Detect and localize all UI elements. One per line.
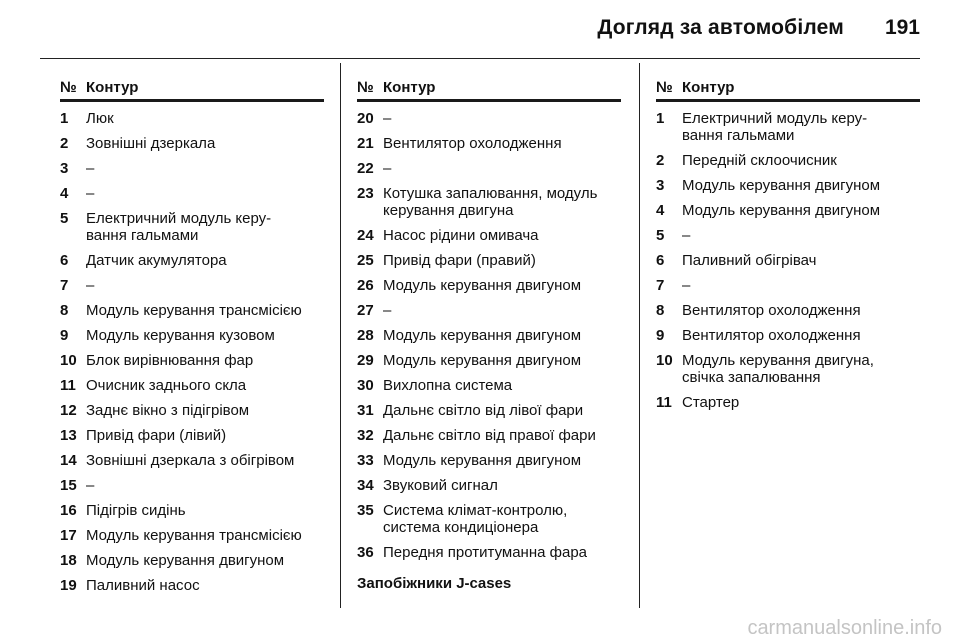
table-row: [60, 477, 324, 494]
circuit-name: Вихлопна система: [383, 377, 513, 394]
fuse-number: 7: [60, 277, 69, 294]
page-title: Догляд за автомобілем: [597, 16, 844, 39]
circuit-name: –: [383, 110, 392, 127]
circuit-name: –: [86, 185, 95, 202]
table-row: [60, 110, 324, 127]
fuse-number: 28: [357, 327, 374, 344]
fuse-number: 6: [60, 252, 69, 269]
fuse-number: 33: [357, 452, 374, 469]
table-row: [60, 352, 324, 369]
fuse-number: 32: [357, 427, 374, 444]
circuit-name: –: [86, 160, 95, 177]
fuse-number: 35: [357, 502, 374, 519]
fuse-number: 3: [60, 160, 69, 177]
table-row: [357, 544, 621, 561]
watermark: carmanualsonline.info: [747, 617, 942, 639]
circuit-name: Дальнє світло від правої фари: [383, 427, 596, 444]
table-row: [357, 502, 621, 536]
circuit-name: Модуль керування трансмісією: [86, 527, 302, 544]
circuit-name: Модуль керування двигуном: [383, 452, 582, 469]
circuit-name: Передній склоочисник: [682, 152, 837, 169]
table-row: [357, 452, 621, 469]
fuse-number: 5: [656, 227, 665, 244]
circuit-name: Насос рідини омивача: [383, 227, 539, 244]
fuse-number: 8: [656, 302, 665, 319]
table-row: [357, 227, 621, 244]
header-number-label: №: [60, 79, 77, 96]
table-row: [60, 185, 324, 202]
table-row: [60, 402, 324, 419]
fuse-number: 15: [60, 477, 77, 494]
table-row: [357, 377, 621, 394]
table-row: [656, 277, 920, 294]
table-row: [60, 527, 324, 544]
fuse-number: 4: [60, 185, 69, 202]
page-number: 191: [884, 16, 920, 39]
section-heading: Запобіжники J-cases: [357, 575, 512, 592]
circuit-name: Модуль керування кузовом: [86, 327, 275, 344]
fuse-number: 10: [656, 352, 673, 369]
fuse-number: 17: [60, 527, 77, 544]
circuit-name: Система клімат-контролю, система кондиціонера: [383, 502, 568, 536]
circuit-name: Модуль керування двигуном: [682, 202, 881, 219]
table-row: [357, 277, 621, 294]
fuse-number: 36: [357, 544, 374, 561]
table-row: [357, 352, 621, 369]
table-row: [60, 502, 324, 519]
circuit-name: Модуль керування двигуном: [383, 277, 582, 294]
table-row: [656, 394, 920, 411]
fuse-number: 26: [357, 277, 374, 294]
fuse-table-column-1: [60, 79, 324, 602]
table-header: [357, 79, 621, 102]
fuse-number: 3: [656, 177, 665, 194]
fuse-number: 4: [656, 202, 665, 219]
circuit-name: Модуль керування двигуна, свічка запалювання: [682, 352, 874, 386]
page-header: [40, 0, 920, 59]
header-number-label: №: [357, 79, 374, 96]
table-row: [357, 160, 621, 177]
circuit-name: Стартер: [682, 394, 740, 411]
table-row: [357, 302, 621, 319]
table-header: [656, 79, 920, 102]
fuse-number: 1: [656, 110, 665, 127]
fuse-number: 12: [60, 402, 77, 419]
table-row: [656, 110, 920, 144]
circuit-name: Люк: [86, 110, 114, 127]
fuse-number: 23: [357, 185, 374, 202]
table-row: [656, 152, 920, 169]
table-row: [60, 210, 324, 244]
table-row: [656, 302, 920, 319]
table-row: [656, 252, 920, 269]
fuse-number: 6: [656, 252, 665, 269]
circuit-name: Модуль керування двигуном: [86, 552, 285, 569]
table-row: [60, 552, 324, 569]
fuse-number: 2: [656, 152, 665, 169]
table-row: [656, 177, 920, 194]
circuit-name: –: [86, 477, 95, 494]
circuit-name: Паливний обігрівач: [682, 252, 817, 269]
table-row: [357, 477, 621, 494]
circuit-name: Модуль керування трансмісією: [86, 302, 302, 319]
table-row: [60, 252, 324, 269]
fuse-number: 1: [60, 110, 69, 127]
circuit-name: –: [383, 302, 392, 319]
table-row: [60, 577, 324, 594]
table-row: [656, 327, 920, 344]
table-row: [60, 327, 324, 344]
fuse-number: 9: [656, 327, 665, 344]
fuse-number: 13: [60, 427, 77, 444]
header-circuit-label: Контур: [682, 79, 735, 96]
table-row: [357, 252, 621, 269]
circuit-name: Блок вирівнювання фар: [86, 352, 254, 369]
header-circuit-label: Контур: [86, 79, 139, 96]
circuit-name: Заднє вікно з підігрівом: [86, 402, 250, 419]
column-divider: [639, 63, 640, 608]
circuit-name: Зовнішні дзеркала: [86, 135, 216, 152]
fuse-number: 22: [357, 160, 374, 177]
table-row: [60, 377, 324, 394]
circuit-name: Вентилятор охолодження: [682, 327, 861, 344]
circuit-name: Модуль керування двигуном: [383, 327, 582, 344]
table-row: [357, 327, 621, 344]
circuit-name: –: [383, 160, 392, 177]
fuse-number: 20: [357, 110, 374, 127]
table-header: [60, 79, 324, 102]
fuse-number: 18: [60, 552, 77, 569]
fuse-number: 34: [357, 477, 374, 494]
fuse-number: 11: [60, 377, 76, 394]
table-row: [60, 302, 324, 319]
fuse-number: 21: [357, 135, 374, 152]
circuit-name: Підігрів сидінь: [86, 502, 186, 519]
circuit-name: Електричний модуль керу- вання гальмами: [86, 210, 272, 244]
fuse-number: 9: [60, 327, 69, 344]
circuit-name: Модуль керування двигуном: [682, 177, 881, 194]
table-row: [357, 110, 621, 127]
circuit-name: Котушка запалювання, модуль керування двигуна: [383, 185, 598, 219]
table-row: [357, 427, 621, 444]
fuse-number: 14: [60, 452, 77, 469]
fuse-table-column-3: [656, 79, 920, 419]
table-row: [656, 352, 920, 386]
fuse-number: 10: [60, 352, 77, 369]
circuit-name: –: [682, 277, 691, 294]
table-row: [60, 160, 324, 177]
circuit-name: Датчик акумулятора: [86, 252, 227, 269]
fuse-number: 5: [60, 210, 69, 227]
fuse-number: 19: [60, 577, 77, 594]
fuse-number: 31: [357, 402, 374, 419]
fuse-number: 16: [60, 502, 77, 519]
table-row: [60, 452, 324, 469]
header-circuit-label: Контур: [383, 79, 436, 96]
table-row: [357, 185, 621, 219]
table-row: [357, 135, 621, 152]
fuse-number: 2: [60, 135, 69, 152]
circuit-name: Паливний насос: [86, 577, 200, 594]
fuse-number: 27: [357, 302, 374, 319]
table-row: [357, 402, 621, 419]
table-row: [656, 227, 920, 244]
circuit-name: Очисник заднього скла: [86, 377, 247, 394]
circuit-name: Електричний модуль керу- вання гальмами: [682, 110, 868, 144]
fuse-number: 7: [656, 277, 665, 294]
circuit-name: Привід фари (правий): [383, 252, 536, 269]
circuit-name: –: [86, 277, 95, 294]
fuse-number: 24: [357, 227, 374, 244]
fuse-number: 8: [60, 302, 69, 319]
header-number-label: №: [656, 79, 673, 96]
circuit-name: Модуль керування двигуном: [383, 352, 582, 369]
fuse-number: 30: [357, 377, 374, 394]
table-row: [60, 135, 324, 152]
table-row: [60, 277, 324, 294]
fuse-number: 29: [357, 352, 374, 369]
circuit-name: Вентилятор охолодження: [682, 302, 861, 319]
circuit-name: –: [682, 227, 691, 244]
circuit-name: Привід фари (лівий): [86, 427, 227, 444]
circuit-name: Звуковий сигнал: [383, 477, 498, 494]
circuit-name: Дальнє світло від лівої фари: [383, 402, 584, 419]
circuit-name: Зовнішні дзеркала з обігрівом: [86, 452, 295, 469]
fuse-number: 25: [357, 252, 374, 269]
table-row: [656, 202, 920, 219]
circuit-name: Вентилятор охолодження: [383, 135, 562, 152]
fuse-table-column-2: [357, 79, 621, 592]
column-divider: [340, 63, 341, 608]
fuse-number: 11: [656, 394, 672, 411]
table-row: [60, 427, 324, 444]
circuit-name: Передня протитуманна фара: [383, 544, 588, 561]
